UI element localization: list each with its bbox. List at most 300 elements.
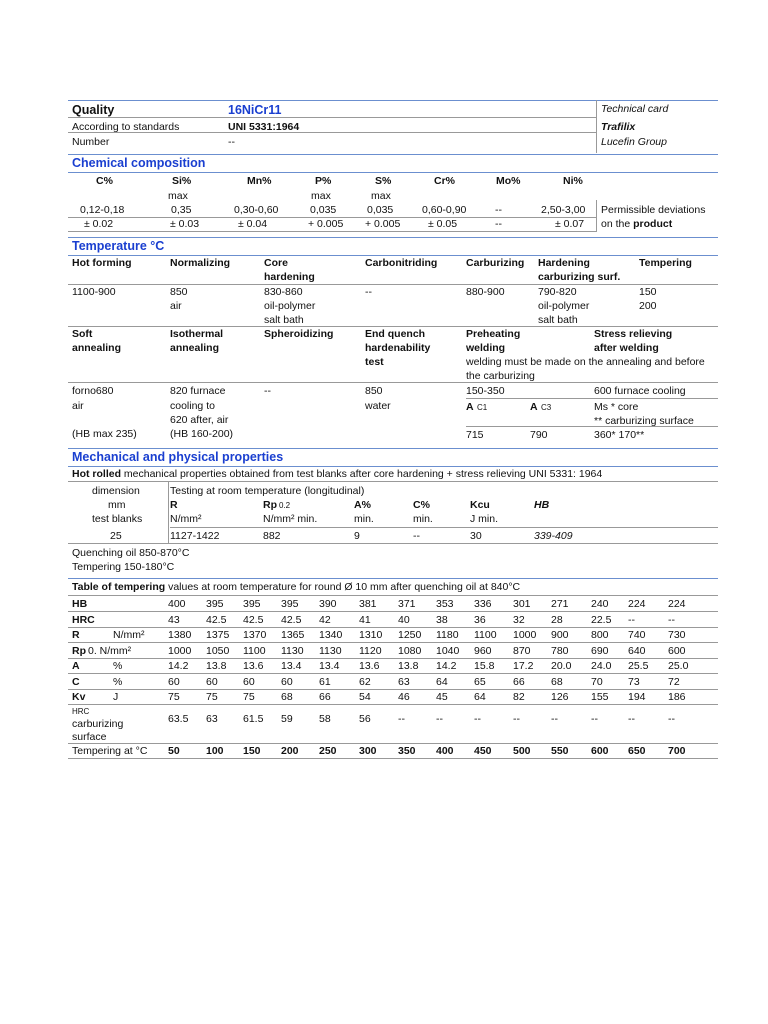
chem-header: S% [375, 175, 392, 187]
header-rule-2 [68, 117, 596, 118]
tempering-temp: 700 [668, 744, 686, 757]
row-unit: 0. N/mm² [88, 644, 132, 657]
mech-header: A% [354, 499, 371, 511]
hrc-value: 61.5 [243, 712, 264, 725]
weld-note: welding must be made on the annealing and before [466, 356, 705, 368]
weld-note: the carburizing [466, 370, 535, 382]
tempering-value: 43 [168, 613, 180, 626]
tempering-value: 25.5 [628, 660, 649, 672]
chem-value: 2,50-3,00 [541, 204, 586, 216]
tempering-value: 70 [591, 675, 603, 688]
chem-deviation: ± 0.07 [555, 218, 585, 230]
mech-value: 882 [263, 530, 281, 542]
tempering-value: -- [628, 613, 635, 626]
tempering-value: 36 [474, 613, 486, 626]
tempering-value: 1040 [436, 644, 460, 657]
tempering-temp: 50 [168, 744, 180, 757]
tempering-value: 46 [398, 691, 410, 703]
tempering-value: 75 [168, 691, 180, 703]
hrc-value: -- [398, 712, 405, 725]
table-rule [68, 611, 718, 612]
deviation-note: Permissible deviations [601, 204, 706, 216]
mech-header: Rp [263, 499, 277, 511]
tempering-temp: 350 [398, 744, 416, 757]
table-rule [68, 642, 718, 643]
mech-header: HB [534, 499, 550, 511]
chem-max: max [371, 190, 391, 202]
table-rule [68, 743, 718, 744]
temp-value: 200 [639, 300, 657, 312]
dim-label: test blanks [92, 513, 143, 525]
chem-deviation: ± 0.05 [428, 218, 458, 230]
mech-header: Kcu [470, 499, 490, 511]
hrc-value: 63.5 [168, 712, 189, 725]
tempering-value: 600 [668, 644, 686, 657]
table-rule [68, 217, 596, 218]
temp-header: annealing [170, 342, 220, 354]
header-divider [596, 100, 597, 153]
deviation-note-2 [601, 218, 672, 230]
tempering-value: 336 [474, 598, 492, 610]
ac3-value: 790 [530, 429, 548, 441]
tempering-temp: 250 [319, 744, 337, 757]
tempering-value: 126 [551, 691, 569, 703]
chem-rule-2 [68, 172, 718, 173]
tempering-rule [68, 578, 718, 579]
mech-header: C% [413, 499, 430, 511]
tempering-value: 66 [513, 675, 525, 688]
tempering-value: 780 [551, 644, 569, 657]
temp-value: 620 after, air [170, 414, 229, 426]
number-label: Number [72, 136, 110, 148]
temp-header: Carburizing [466, 257, 525, 269]
tempering-value: 17.2 [513, 660, 534, 672]
tempering-value: 1340 [319, 629, 343, 641]
hrc-value: -- [668, 712, 675, 725]
hrc-label: HRC [72, 706, 90, 716]
tempering-value: 54 [359, 691, 371, 703]
table-rule [68, 231, 596, 232]
deviation-note-product: product [633, 218, 673, 230]
table-rule [68, 627, 718, 628]
temp-value: (HB max 235) [72, 428, 137, 440]
tempering-value: 13.6 [243, 660, 264, 672]
chem-deviation: ± 0.04 [238, 218, 268, 230]
header-rule [68, 100, 718, 101]
mech-rule [68, 448, 718, 449]
tempering-value: 38 [436, 613, 448, 626]
card-type: Technical card [601, 103, 669, 115]
table-rule [68, 543, 718, 544]
tempering-value: 640 [628, 644, 646, 657]
chem-value: 0,12-0,18 [80, 204, 125, 216]
tempering-value: 25.0 [668, 660, 689, 672]
tempering-value: 75 [243, 691, 255, 703]
tempering-value: 42 [319, 613, 331, 626]
temp-value: salt bath [538, 314, 578, 326]
hrc-value: -- [436, 712, 443, 725]
tempering-title-text: values at room temperature for round Ø 10 mm after quenching oil at 840°C [165, 581, 521, 593]
temp-header: hardenability [365, 342, 431, 354]
hrc-value: -- [551, 712, 558, 725]
temp-value: air [170, 300, 182, 312]
hrc-value: -- [591, 712, 598, 725]
mech-header: R [170, 499, 178, 511]
chem-divider [596, 200, 597, 232]
temp-value: -- [264, 385, 271, 397]
tempering-value: 42.5 [243, 613, 264, 626]
chem-value: 0,035 [367, 204, 394, 216]
tempering-value: 1375 [206, 629, 230, 641]
hrc-label: carburizing [72, 717, 124, 730]
ac1-value: 715 [466, 429, 484, 441]
tempering-value: 32 [513, 613, 525, 626]
chem-deviation: + 0.005 [365, 218, 401, 230]
tempering-value: 60 [243, 675, 255, 688]
tempering-value: 64 [474, 691, 486, 703]
tempering-value: 20.0 [551, 660, 572, 672]
tempering-value: 1365 [281, 629, 305, 641]
tempering-temp: 650 [628, 744, 646, 757]
row-label: R [72, 629, 80, 641]
temp-header: Hot forming [72, 257, 132, 269]
mech-intro-bold: Hot rolled [72, 468, 121, 480]
tempering-value: 14.2 [436, 660, 457, 672]
chem-header: Si% [172, 175, 192, 187]
temp-value: 600 furnace cooling [594, 385, 686, 397]
ac3-label: A [530, 401, 538, 413]
tempering-value: 224 [668, 598, 686, 610]
chem-deviation: + 0.005 [308, 218, 344, 230]
temp-value: (HB 160-200) [170, 428, 234, 440]
header-rule-3 [68, 132, 596, 133]
tempering-value: 42.5 [281, 613, 302, 626]
chem-header: C% [96, 175, 113, 187]
tempering-value: 1050 [206, 644, 230, 657]
tempering-value: 13.8 [398, 660, 419, 672]
mech-value: 9 [354, 530, 360, 542]
tempering-value: 14.2 [168, 660, 189, 672]
chem-header: Mn% [247, 175, 272, 187]
tempering-value: 13.6 [359, 660, 380, 672]
temp-header: Normalizing [170, 257, 231, 269]
tempering-value: 1000 [513, 629, 537, 641]
hrc-value: 56 [359, 712, 371, 725]
tempering-value: 1100 [474, 629, 497, 641]
tempering-value: 63 [398, 675, 410, 688]
temp-value: air [72, 400, 84, 412]
tempering-temp: 100 [206, 744, 224, 757]
tempering-value: 1120 [359, 644, 382, 657]
mech-unit: J min. [470, 513, 499, 525]
table-rule [68, 673, 718, 674]
tempering-value: 1130 [319, 644, 342, 657]
dim-label: dimension [92, 485, 140, 497]
mech-intro-text: mechanical properties obtained from test blanks after core hardening + stress relieving UNI 5331: 1964 [121, 468, 603, 480]
tempering-value: 73 [628, 675, 640, 688]
tempering-value: 15.8 [474, 660, 495, 672]
temp-value: 850 [365, 385, 383, 397]
tempering-temp: 200 [281, 744, 299, 757]
hrc-value: -- [474, 712, 481, 725]
table-rule [170, 527, 718, 528]
tempering-value: 40 [398, 613, 410, 626]
tempering-value: 194 [628, 691, 646, 703]
row-label: A [72, 660, 80, 672]
hrc-value: 58 [319, 712, 331, 725]
row-unit: % [113, 660, 123, 672]
tempering-value: 68 [551, 675, 563, 688]
tempering-value: 800 [591, 629, 609, 641]
temp-header: welding [466, 342, 506, 354]
tempering-value: 1310 [359, 629, 383, 641]
mech-value: 25 [110, 530, 122, 542]
table-rule [68, 595, 718, 596]
chem-max: max [168, 190, 188, 202]
mech-rule-2 [68, 466, 718, 467]
tempering-value: 41 [359, 613, 371, 626]
standards-value: UNI 5331:1964 [228, 121, 300, 133]
tempering-value: 381 [359, 598, 377, 610]
chem-header: Cr% [434, 175, 456, 187]
tempering-temp: 600 [591, 744, 609, 757]
tempering-at-label: Tempering at °C [72, 744, 148, 757]
tempering-value: 1000 [168, 644, 192, 657]
table-rule [466, 398, 718, 399]
quality-value: 16NiCr11 [228, 103, 282, 117]
hrc-value: 63 [206, 712, 218, 725]
temp-value: oil-polymer [538, 300, 590, 312]
tempering-value: 371 [398, 598, 416, 610]
chem-value: 0,035 [310, 204, 337, 216]
table-rule [68, 284, 718, 285]
temp-header: carburizing surf. [538, 271, 621, 283]
mech-value: 339-409 [534, 530, 573, 542]
mech-unit: min. [354, 513, 374, 525]
chem-value: 0,60-0,90 [422, 204, 467, 216]
tempering-value: 395 [243, 598, 261, 610]
ms-label: Ms * core [594, 401, 639, 413]
tempering-value: 60 [168, 675, 180, 688]
chem-deviation: -- [495, 218, 502, 230]
tempering-value: 400 [168, 598, 186, 610]
tempering-value: 353 [436, 598, 454, 610]
tempering-value: 740 [628, 629, 646, 641]
temp-value: 1100-900 [72, 286, 116, 298]
dim-label: mm [108, 499, 126, 511]
chem-header: Mo% [496, 175, 521, 187]
table-rule [466, 426, 718, 427]
table-rule [68, 758, 718, 759]
tempering-value: 28 [551, 613, 563, 626]
row-label: Rp [72, 644, 86, 657]
temp-value: salt bath [264, 314, 304, 326]
tempering-value: 22.5 [591, 613, 612, 626]
tempering-value: 730 [668, 629, 686, 641]
hrc-value: 59 [281, 712, 293, 725]
table-rule [68, 382, 718, 383]
temp-value: 150 [639, 286, 657, 298]
tempering-value: 62 [359, 675, 371, 688]
tempering-value: 240 [591, 598, 609, 610]
mech-unit: N/mm² min. [263, 513, 318, 525]
row-unit: J [113, 691, 119, 703]
mech-unit: N/mm² [170, 513, 202, 525]
brand-name: Trafilix [601, 121, 636, 133]
temp-header: End quench [365, 328, 426, 340]
testing-label: Testing at room temperature (longitudinal) [170, 485, 365, 497]
chem-title: Chemical composition [72, 156, 206, 170]
tempering-value: 75 [206, 691, 218, 703]
tempering-temp: 450 [474, 744, 492, 757]
temp-header: annealing [72, 342, 122, 354]
chem-header: P% [315, 175, 332, 187]
temp-header: Carbonitriding [365, 257, 438, 269]
hrc-value: -- [628, 712, 635, 725]
quench-note: Quenching oil 850-870°C [72, 547, 190, 559]
tempering-value: 1250 [398, 629, 422, 641]
hrc-label: surface [72, 730, 107, 743]
tempering-value: 690 [591, 644, 609, 657]
table-rule [68, 689, 718, 690]
tempering-value: 1180 [436, 629, 459, 641]
tempering-value: 42.5 [206, 613, 227, 626]
tempering-value: 66 [319, 691, 331, 703]
tempering-value: 68 [281, 691, 293, 703]
hrc-value: -- [513, 712, 520, 725]
ac1-label: A [466, 401, 474, 413]
tempering-temp: 500 [513, 744, 531, 757]
chem-value: 0,35 [171, 204, 192, 216]
tempering-value: 24.0 [591, 660, 612, 672]
chem-header: Ni% [563, 175, 583, 187]
table-rule [68, 658, 718, 659]
ms-value: 360* 170** [594, 429, 645, 441]
temp-rule [68, 237, 718, 238]
temp-value: 880-900 [466, 286, 505, 298]
tempering-value: 1080 [398, 644, 422, 657]
tempering-value: 224 [628, 598, 646, 610]
chem-deviation: ± 0.03 [170, 218, 200, 230]
temp-header: test [365, 356, 384, 368]
tempering-temp: 550 [551, 744, 569, 757]
tempering-value: 390 [319, 598, 337, 610]
mech-title: Mechanical and physical properties [72, 450, 284, 464]
temp-value: 830-860 [264, 286, 303, 298]
tempering-value: 61 [319, 675, 331, 688]
mech-value: -- [413, 530, 420, 542]
tempering-title-bold: Table of tempering [72, 581, 166, 593]
tempering-temp: 400 [436, 744, 454, 757]
quality-label: Quality [72, 103, 115, 117]
temp-header: after welding [594, 342, 659, 354]
temp-title: Temperature °C [72, 239, 165, 253]
temp-header: Core [264, 257, 288, 269]
tempering-value: -- [668, 613, 675, 626]
tempering-value: 155 [591, 691, 609, 703]
temp-value: 790-820 [538, 286, 577, 298]
tempering-value: 960 [474, 644, 492, 657]
tempering-note: Tempering 150-180°C [72, 561, 175, 573]
ac1-sub: C1 [477, 403, 488, 412]
temp-value: cooling to [170, 400, 215, 412]
tempering-value: 13.8 [206, 660, 227, 672]
tempering-value: 186 [668, 691, 686, 703]
temp-header: Tempering [639, 257, 692, 269]
row-unit: % [113, 675, 123, 688]
temp-value: oil-polymer [264, 300, 316, 312]
tempering-title [72, 581, 520, 593]
tempering-value: 1380 [168, 629, 192, 641]
deviation-note-prefix: on the [601, 218, 634, 230]
tempering-value: 870 [513, 644, 531, 657]
temp-header: Hardening [538, 257, 590, 269]
chem-max: max [311, 190, 331, 202]
table-rule [68, 481, 718, 482]
tempering-temp: 150 [243, 744, 261, 757]
tempering-value: 395 [206, 598, 224, 610]
temp-header: Stress relieving [594, 328, 673, 340]
rp-sub: 0.2 [279, 501, 291, 510]
tempering-value: 395 [281, 598, 299, 610]
group-name: Lucefin Group [601, 136, 667, 148]
tempering-value: 1130 [281, 644, 304, 657]
ac3-sub: C3 [541, 403, 552, 412]
tempering-value: 82 [513, 691, 525, 703]
tempering-value: 60 [281, 675, 293, 688]
chem-value: 0,30-0,60 [234, 204, 279, 216]
temp-header: Preheating [466, 328, 521, 340]
temp-header: Soft [72, 328, 93, 340]
temp-header: Spheroidizing [264, 328, 334, 340]
tempering-temp: 300 [359, 744, 377, 757]
tempering-value: 1100 [243, 644, 266, 657]
temp-header: hardening [264, 271, 315, 283]
mech-unit: min. [413, 513, 433, 525]
temp-header: Isothermal [170, 328, 224, 340]
mech-value: 1127-1422 [170, 530, 220, 542]
tempering-value: 13.4 [281, 660, 302, 672]
mech-divider [168, 482, 169, 543]
temp-value: 820 furnace [170, 385, 226, 397]
tempering-value: 271 [551, 598, 569, 610]
ms-label-2: ** carburizing surface [594, 415, 694, 427]
table-rule [68, 326, 718, 327]
tempering-value: 72 [668, 675, 680, 688]
tempering-value: 45 [436, 691, 448, 703]
row-label: C [72, 675, 80, 688]
row-label: Kv [72, 691, 86, 703]
temp-value: water [365, 400, 391, 412]
temp-value: 150-350 [466, 385, 505, 397]
temp-value: forno680 [72, 385, 114, 397]
table-rule [68, 704, 718, 705]
chem-value: -- [495, 204, 502, 216]
mech-intro [72, 468, 602, 480]
tempering-value: 65 [474, 675, 486, 688]
standards-label: According to standards [72, 121, 180, 133]
mech-value: 30 [470, 530, 482, 542]
chem-deviation: ± 0.02 [84, 218, 114, 230]
tempering-value: 301 [513, 598, 531, 610]
row-label: HB [72, 598, 88, 610]
tempering-value: 13.4 [319, 660, 340, 672]
tempering-value: 1370 [243, 629, 267, 641]
tempering-value: 60 [206, 675, 218, 688]
number-value: -- [228, 136, 235, 148]
tempering-value: 900 [551, 629, 569, 641]
temp-rule-2 [68, 255, 718, 256]
